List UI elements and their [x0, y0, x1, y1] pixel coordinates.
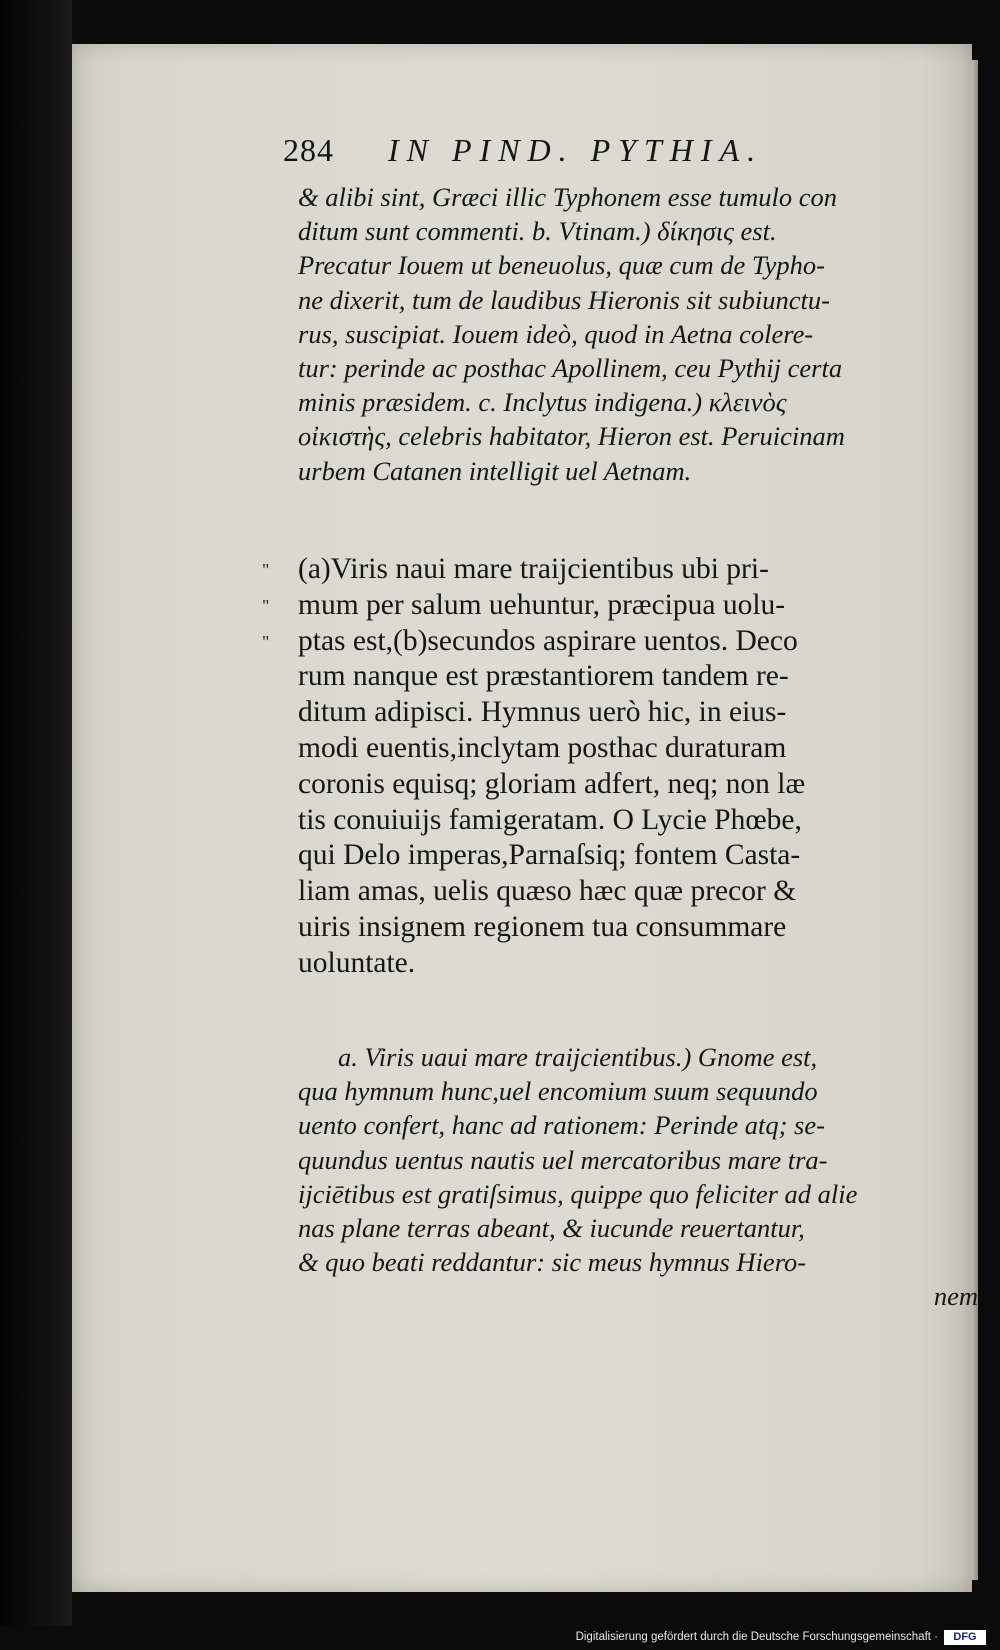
main-text-line: uoluntate. [298, 946, 416, 979]
commentary-line: urbem Catanen intelligit uel Aetnam. [298, 455, 692, 486]
commentary-line: nas plane terras abeant, & iucunde reuertantur, [298, 1212, 805, 1243]
commentary-line: tur: perinde ac posthac Apollinem, ceu Pythij certa [298, 352, 843, 383]
main-text-line: mum per salum uehuntur, præcipua uolu- [298, 588, 786, 621]
main-text-line: (a)Viris naui mare traijcientibus ubi pri- [298, 553, 769, 585]
commentary-line: ditum sunt commenti. b. Vtinam.) δίκησις est. [298, 216, 777, 247]
commentary-line: Precatur Iouem ut beneuolus, quæ cum de Typho- [298, 250, 825, 281]
main-text-line: rum nanque est præstantiorem tandem re- [298, 660, 789, 693]
main-text-line: liam amas, uelis quæso hæc quæ precor & [298, 875, 797, 908]
running-head [283, 132, 923, 172]
catchword: nem [933, 1281, 978, 1312]
commentary-line: qua hymnum hunc,uel encomium suum sequundo [298, 1076, 818, 1107]
main-text-line: tis conuiuijs famigeratam. O Lycie Phœbe, [298, 803, 802, 836]
commentary-line: οἰκιστὴς, celebris habitator, Hieron est. Peruicinam [298, 421, 845, 452]
main-text-line: modi euentis,inclytam posthac duraturam [298, 731, 787, 764]
commentary-block-1 [298, 180, 978, 488]
margin-quote-mark: " [262, 560, 270, 580]
commentary-line: uento confert, hanc ad rationem: Perinde atq; se- [298, 1110, 825, 1141]
margin-quote-mark: " [262, 632, 270, 652]
main-text-block [298, 552, 978, 982]
commentary-line: ne dixerit, tum de laudibus Hieronis sit subiunctu- [298, 284, 830, 315]
commentary-line: minis præsidem. c. Inclytus indigena.) κλεινὸς [298, 387, 787, 418]
main-text-line: ditum adipisci. Hymnus uerò hic, in eius- [298, 696, 787, 729]
digitization-credit: Digitalisierung gefördert durch die Deutsche Forschungsgemeinschaft · [575, 1631, 938, 1643]
main-text-line: ptas est,(b)secundos aspirare uentos. Deco [298, 624, 798, 657]
running-title: IN PIND. PYTHIA. [388, 132, 764, 168]
main-text-line: qui Delo imperas,Parnaſsiq; fontem Casta- [298, 839, 801, 872]
commentary-line: quundus uentus nautis uel mercatoribus mare tra- [298, 1144, 828, 1175]
margin-quote-mark: " [262, 596, 270, 616]
page-number: 284 [283, 132, 334, 168]
commentary-line: ijciētibus est gratiſsimus, quippe quo feliciter ad alie [298, 1178, 858, 1209]
commentary-line: a. Viris uaui mare traijcientibus.) Gnome est, [338, 1042, 818, 1072]
dfg-logo: DFG [944, 1630, 986, 1645]
main-text-line: uiris insignem regionem tua consummare [298, 910, 787, 943]
book-spine [0, 0, 72, 1650]
commentary-line: & alibi sint, Græci illic Typhonem esse tumulo con [298, 182, 838, 212]
commentary-line: rus, suscipiat. Iouem ideò, quod in Aetna colere- [298, 318, 814, 349]
commentary-block-2 [298, 1040, 978, 1314]
main-text-line: coronis equisq; gloriam adfert, neq; non læ [298, 767, 806, 800]
footer-bar [0, 1626, 1000, 1650]
commentary-line: & quo beati reddantur: sic meus hymnus Hiero- [298, 1247, 807, 1278]
